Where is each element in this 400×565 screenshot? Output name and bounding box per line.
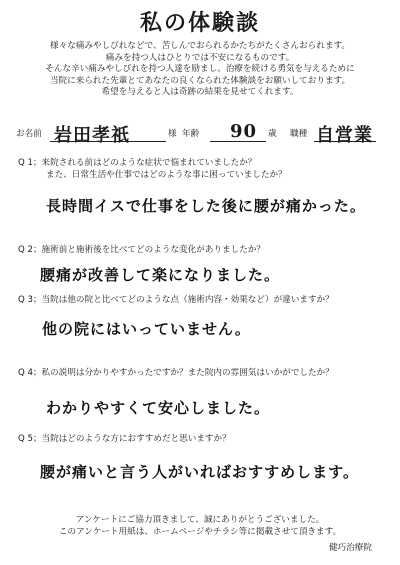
question-text: Q 2；施術前と施術後を比べてどのような変化がありましたか？ <box>18 245 265 255</box>
question-text: Q 4；私の説明は分かりやすかったですか？また院内の雰囲気はいかがでしたか？ <box>18 368 334 378</box>
name-label: お名前 <box>16 129 42 139</box>
name-suffix: 様 <box>168 129 177 139</box>
intro-line: そんな辛い痛みやしびれを持つ人達を励まし、治療を続ける勇気を与えるために <box>45 64 355 75</box>
question-text: また、日常生活や仕事ではどのような事に困っていましたか？ <box>46 170 287 180</box>
answer-4: わかりやすくて安心しました。 <box>46 399 271 417</box>
age-label: 年齢 <box>182 129 200 139</box>
intro-line: 様々な痛みやしびれなどで、苦しんでおられるかたちがたくさんおられます。 <box>50 41 350 51</box>
intro-line: 当院に来られた先輩とてあなたの良くなられた体験談をお願いしております。 <box>49 75 351 86</box>
question-4 <box>18 367 334 379</box>
question-3 <box>18 294 334 306</box>
question-5 <box>18 433 231 445</box>
answer-2: 腰痛が改善して楽になりました。 <box>40 266 281 284</box>
footer-thanks <box>0 515 400 538</box>
question-1 <box>18 157 287 181</box>
age-underline <box>210 141 266 142</box>
footer-line: このアンケート用紙は、ホームページやチラシ等に掲載させて頂きます。 <box>58 526 342 537</box>
answer-3: 他の院にはいっていません。 <box>42 320 251 338</box>
name-value: 岩田孝祇 <box>54 125 130 146</box>
job-value: 自営業 <box>316 125 373 146</box>
name-underline <box>50 141 166 142</box>
job-underline <box>314 141 376 142</box>
page-title: 私の体験談 <box>139 10 260 36</box>
question-text: Q 3；当院は他の院と比べてどのような点（施術内容・効果など）が違いますか？ <box>18 295 334 305</box>
answer-1: 長時間イスで仕事をした後に腰が痛かった。 <box>46 197 366 215</box>
footer-line: アンケートにご協力頂きまして、誠にありがとうございました。 <box>75 515 325 525</box>
respondent-info <box>16 121 384 151</box>
intro-line: 痛みを持つ人はひとりでは不安になるものです。 <box>105 52 295 63</box>
age-value: 90 <box>230 121 258 142</box>
answer-5: 腰が痛いと言う人がいればおすすめします。 <box>40 463 359 481</box>
question-text: Q 5；当院はどのような方におすすめだと思いますか？ <box>18 434 231 444</box>
question-text: Q 1；来院される前はどのような症状で悩まれていましたか？ <box>18 158 257 168</box>
clinic-name: 健巧治療院 <box>329 543 372 553</box>
intro-text <box>0 41 400 99</box>
job-label: 職種 <box>290 129 308 139</box>
intro-line: 希望を与えると人は奇跡の結果を見せてくれます。 <box>101 87 299 98</box>
question-2 <box>18 244 265 256</box>
age-suffix: 歳 <box>268 129 277 139</box>
